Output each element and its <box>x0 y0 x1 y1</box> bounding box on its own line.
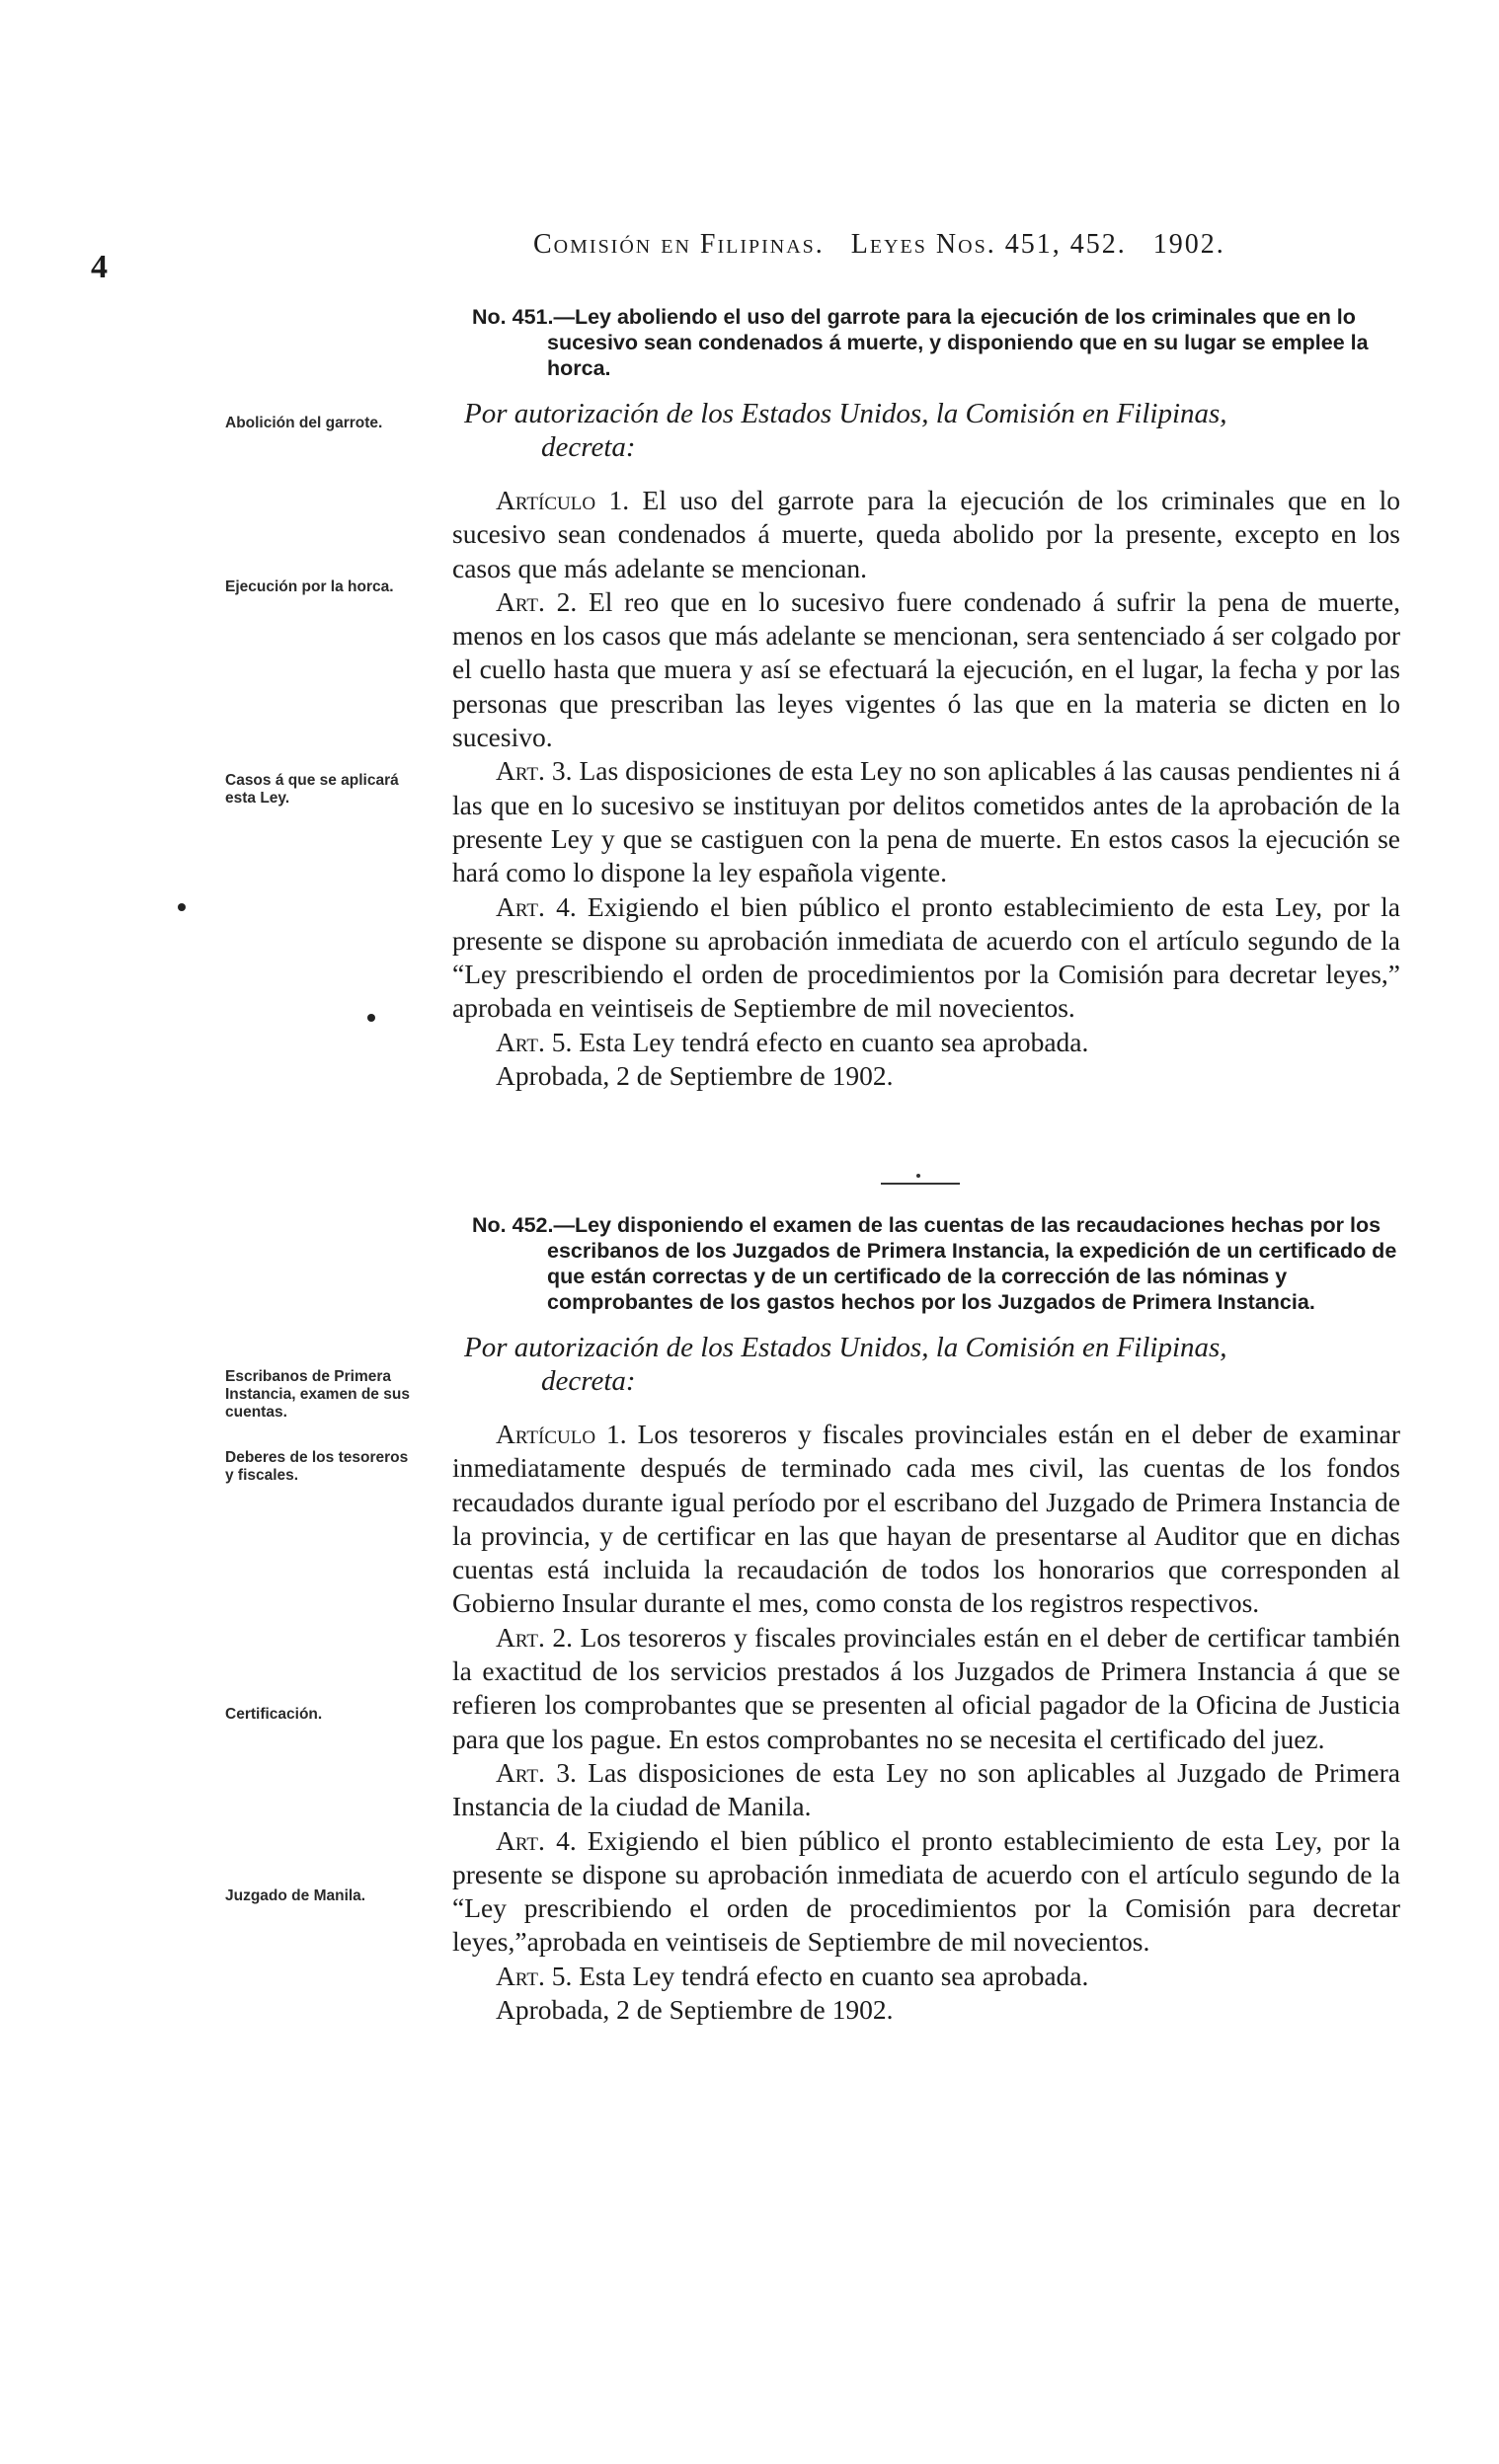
law-452-decreta: decreta: <box>541 1365 636 1397</box>
law-451-article-2 <box>452 585 1400 754</box>
article-label: Artículo 1. <box>496 485 630 515</box>
law-452-approval: Aprobada, 2 de Septiembre de 1902. <box>496 1994 894 2026</box>
article-label: Art. 4. <box>496 890 577 922</box>
article-label: Art. 5. <box>496 1960 573 1991</box>
margin-note-ejecucion: Ejecución por la horca. <box>225 578 394 595</box>
law-452-article-3 <box>452 1756 1400 1824</box>
law-451-decreta: decreta: <box>541 431 636 463</box>
article-text: Exigiendo el bien público el pronto establecimiento de esta Ley, por la presente se dispone su aprobación inmediata de acuerdo con el artículo segundo de la “Ley prescribiendo el orden de procedimientos por la Comisión para decretar leyes,”aprobada en veintiseis de Septiembre de mil novecientos. <box>452 1824 1400 1958</box>
article-text: El reo que en lo sucesivo fuere condenado á sufrir la pena de muerte, menos en los casos que más adelante se mencionan, sera sentenciado á ser colgado por el cuello hasta que muera y así se efectuará la ejecución, en el lugar, la fecha y por las personas que prescriban las leyes vigentes ó las que en la materia se dicten en lo sucesivo. <box>452 585 1400 753</box>
law-451-enacting-text: Por autorización de los Estados Unidos, la Comisión en Filipinas, <box>464 398 1227 429</box>
article-label: Art. 3. <box>496 755 573 787</box>
article-label: Art. 3. <box>496 1756 577 1788</box>
law-452-article-5 <box>452 1960 1400 1993</box>
article-text: Los tesoreros y fiscales provinciales están en el deber de examinar inmediatamente después de terminado cada mes civil, las cuentas de los fondos recaudados durante igual período por el escribano del Juzgado de Primera Instancia de la provincia, y de certificar en las que hayan de presentarse al Auditor que en dichas cuentas está incluida la recaudación de todos los honorarios que corresponden al Gobierno Insular durante el mes, como consta de los registros respectivos. <box>452 1419 1400 1619</box>
article-text: Exigiendo el bien público el pronto establecimiento de esta Ley, por la presente se dispone su aprobación inmediata de acuerdo con el artículo segundo de la “Ley prescribiendo el orden de procedimientos por la Comisión para decretar leyes,” aprobada en veintiseis de Septiembre de mil novecientos. <box>452 890 1400 1024</box>
article-text: Esta Ley tendrá efecto en cuanto sea aprobada. <box>572 1960 1089 1991</box>
print-speck <box>367 1014 375 1022</box>
law-451-article-1 <box>452 484 1400 585</box>
article-text: Las disposiciones de esta Ley no son aplicables á las causas pendientes ni á las que en lo sucesivo se instituyan por delitos cometidos antes de la aprobación de la presente Ley y que se castiguen con la pena de muerte. En estos casos la ejecución se hará como lo dispone la ley española vigente. <box>452 755 1400 888</box>
article-label: Art. 2. <box>496 585 578 617</box>
section-separator <box>881 1183 960 1185</box>
law-451-approval: Aprobada, 2 de Septiembre de 1902. <box>496 1060 894 1092</box>
article-label: Art. 2. <box>496 1621 573 1653</box>
law-452-article-4 <box>452 1824 1400 1960</box>
margin-note-abolicion: Abolición del garrote. <box>225 415 383 431</box>
margin-note-casos: Casos á que se aplicará esta Ley. <box>225 772 399 807</box>
margin-note-juzgado-manila: Juzgado de Manila. <box>225 1887 366 1904</box>
print-speck <box>178 903 186 911</box>
margin-note-deberes: Deberes de los tesoreros y fiscales. <box>225 1449 409 1484</box>
running-head-year: 1902. <box>1152 229 1225 260</box>
article-text: El uso del garrote para la ejecución de los criminales que en lo sucesivo sean condenados á muerte, queda abolido por la presente, excepto en los casos que más adelante se mencionan. <box>452 485 1401 583</box>
article-text: Las disposiciones de esta Ley no son aplicables al Juzgado de Primera Instancia de la ciudad de Manila. <box>452 1756 1401 1822</box>
law-452-enacting-clause <box>452 1331 1400 1398</box>
law-452 <box>452 1212 1400 2027</box>
law-451 <box>452 304 1400 1093</box>
running-head-laws: Leyes Nos. 451, 452. <box>850 229 1127 260</box>
article-label: Art. 4. <box>496 1824 577 1856</box>
article-label: Artículo 1. <box>496 1419 627 1449</box>
running-head-commission: Comisión en Filipinas. <box>533 229 825 260</box>
law-452-article-2 <box>452 1621 1400 1756</box>
law-451-heading: No. 451.—Ley aboliendo el uso del garrote para la ejecución de los criminales que en lo sucesivo sean condenados á muerte, y disponiendo que en su lugar se emplee la horca. <box>472 305 1369 380</box>
running-head <box>533 229 1225 261</box>
law-451-enacting-clause <box>452 397 1400 464</box>
law-452-heading: No. 452.—Ley disponiendo el examen de las cuentas de las recaudaciones hechas por los escribanos de los Juzgados de Primera Instancia, la expedición de un certificado de que están correctas y de un certificado de la corrección de las nóminas y comprobantes de los gastos hechos por los Juzgados de Primera Instancia. <box>472 1213 1397 1314</box>
article-label: Art. 5. <box>496 1026 573 1057</box>
margin-note-certificacion: Certificación. <box>225 1706 323 1723</box>
law-451-article-4 <box>452 890 1400 1026</box>
article-text: Esta Ley tendrá efecto en cuanto sea aprobada. <box>572 1026 1089 1057</box>
separator-dot <box>916 1174 920 1178</box>
law-451-article-3 <box>452 754 1400 889</box>
page-number: 4 <box>91 249 108 285</box>
law-452-article-1 <box>452 1418 1400 1621</box>
law-451-article-5 <box>452 1026 1400 1059</box>
article-text: Los tesoreros y fiscales provinciales están en el deber de certificar también la exactitud de los servicios prestados á los Juzgados de Primera Instancia á que se refieren los comprobantes que se presenten al oficial pagador de la Oficina de Justicia para que los pague. En estos comprobantes no se necesita el certificado del juez. <box>452 1621 1400 1754</box>
margin-note-escribanos: Escribanos de Primera Instancia, examen de sus cuentas. <box>225 1368 410 1421</box>
law-452-enacting-text: Por autorización de los Estados Unidos, la Comisión en Filipinas, <box>464 1332 1227 1363</box>
